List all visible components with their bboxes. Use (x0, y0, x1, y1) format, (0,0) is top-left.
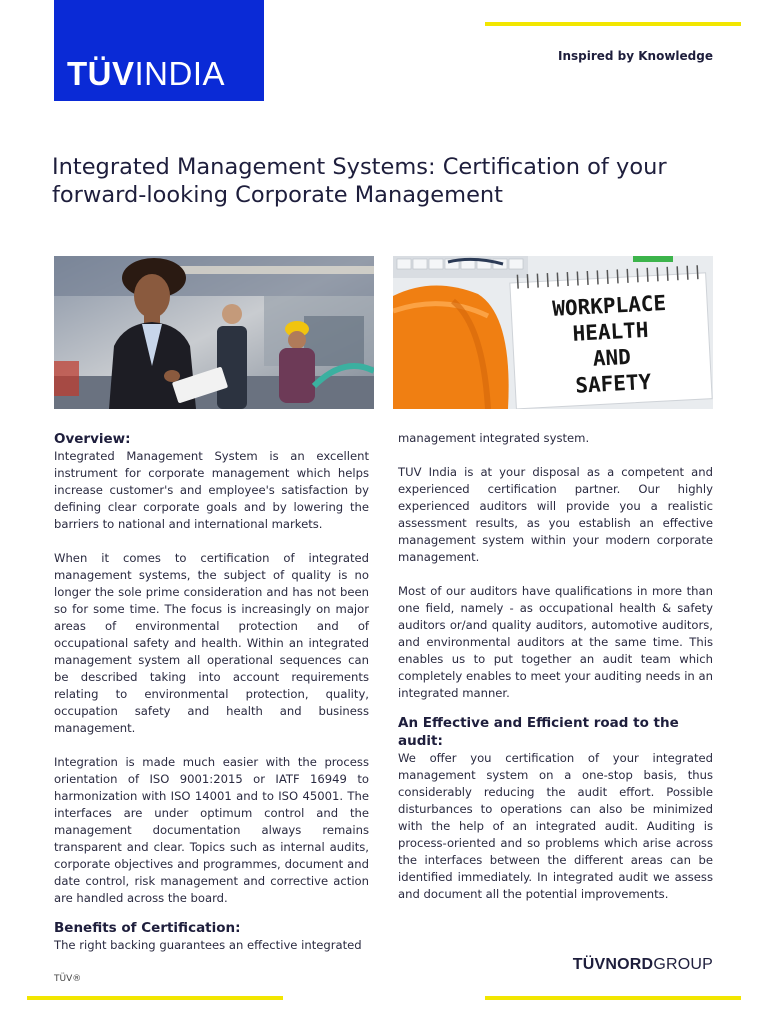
footer-logo-light: GROUP (653, 956, 713, 973)
tuv-trademark: TÜV® (54, 974, 82, 984)
notepad-line-1: WORKPLACE (551, 290, 667, 321)
left-column (54, 430, 369, 954)
tagline: Inspired by Knowledge (557, 49, 713, 63)
overview-paragraph-2: When it comes to certification of integrated management systems, the subject of quality is no longer the sole prime consideration and has not been so for some time. The focus is increasingly on major areas of environmental protection and of occupational safety and health. Within an integrated management system all operational sequences can be described taking into account requirements relating to environmental protection, quality, occupation safety and health and business management. (54, 551, 369, 735)
footer-accent-bar-left (27, 996, 283, 1000)
partner-paragraph: TUV India is at your disposal as a competent and experienced certification partner. Our highly experienced auditors will provide you a realistic assessment results, as you establish an effective management system within your modern corporate management. (398, 465, 713, 564)
notepad-line-3: AND (592, 344, 632, 371)
footer-accent-bar-right (485, 996, 741, 1000)
logo-wordmark (67, 57, 225, 90)
page-title: Integrated Management Systems: Certification of your forward-looking Corporate Management (52, 154, 667, 208)
overview-paragraph-3: Integration is made much easier with the process orientation of ISO 9001:2015 or IATF 16949 to harmonization with ISO 14001 and to ISO 45001. The interfaces are under optimum control and the management documentation always remains transparent and clear. Topics such as internal audits, corporate objectives and programmes, document and date control, risk management and corrective action are handled across the board. (54, 755, 369, 905)
overview-paragraph-1: Integrated Management System is an excellent instrument for corporate management which helps increase customer's and employee's satisfaction by defining clear corporate goals and by lowering the barriers to national and international markets. (54, 449, 369, 531)
road-to-audit-paragraph: We offer you certification of your integrated management system on a one-stop basis, thus considerably reducing the audit effort. Possible disturbances to operations can also be minimized with the help of an integrated audit. Auditing is process-oriented and so problems which arise across the interfaces between the different areas can be identified immediately. In integrated audit we assess and document all the potential improvements. (398, 751, 713, 901)
auditors-paragraph: Most of our auditors have qualifications in more than one field, namely - as occupational health & safety auditors or/and quality auditors, automotive auditors, and environmental auditors at the same time. This enables us to put together an audit team which completely enables to meet your auditing needs in an integrated manner. (398, 584, 713, 700)
workplace-safety-photo (393, 256, 713, 409)
benefits-heading: Benefits of Certification: (54, 920, 241, 936)
tuv-india-logo (54, 0, 264, 101)
road-to-audit-heading: An Effective and Efficient road to the audit: (398, 715, 679, 749)
right-column (398, 430, 713, 903)
businesswoman-photo (54, 256, 374, 409)
benefits-paragraph: The right backing guarantees an effective integrated (54, 938, 362, 952)
overview-heading: Overview: (54, 431, 131, 447)
footer-logo-mid: NORD (605, 956, 654, 973)
notepad-line-4: SAFETY (574, 369, 652, 398)
logo-bold-part: TÜV (67, 55, 135, 92)
footer-logo-bold: TÜV (572, 956, 606, 973)
tuv-nord-group-logo (573, 956, 713, 974)
header-accent-bar (485, 22, 741, 26)
notepad-line-2: HEALTH (572, 317, 650, 346)
logo-light-part: INDIA (134, 55, 226, 92)
benefits-paragraph-continued: management integrated system. (398, 431, 590, 445)
